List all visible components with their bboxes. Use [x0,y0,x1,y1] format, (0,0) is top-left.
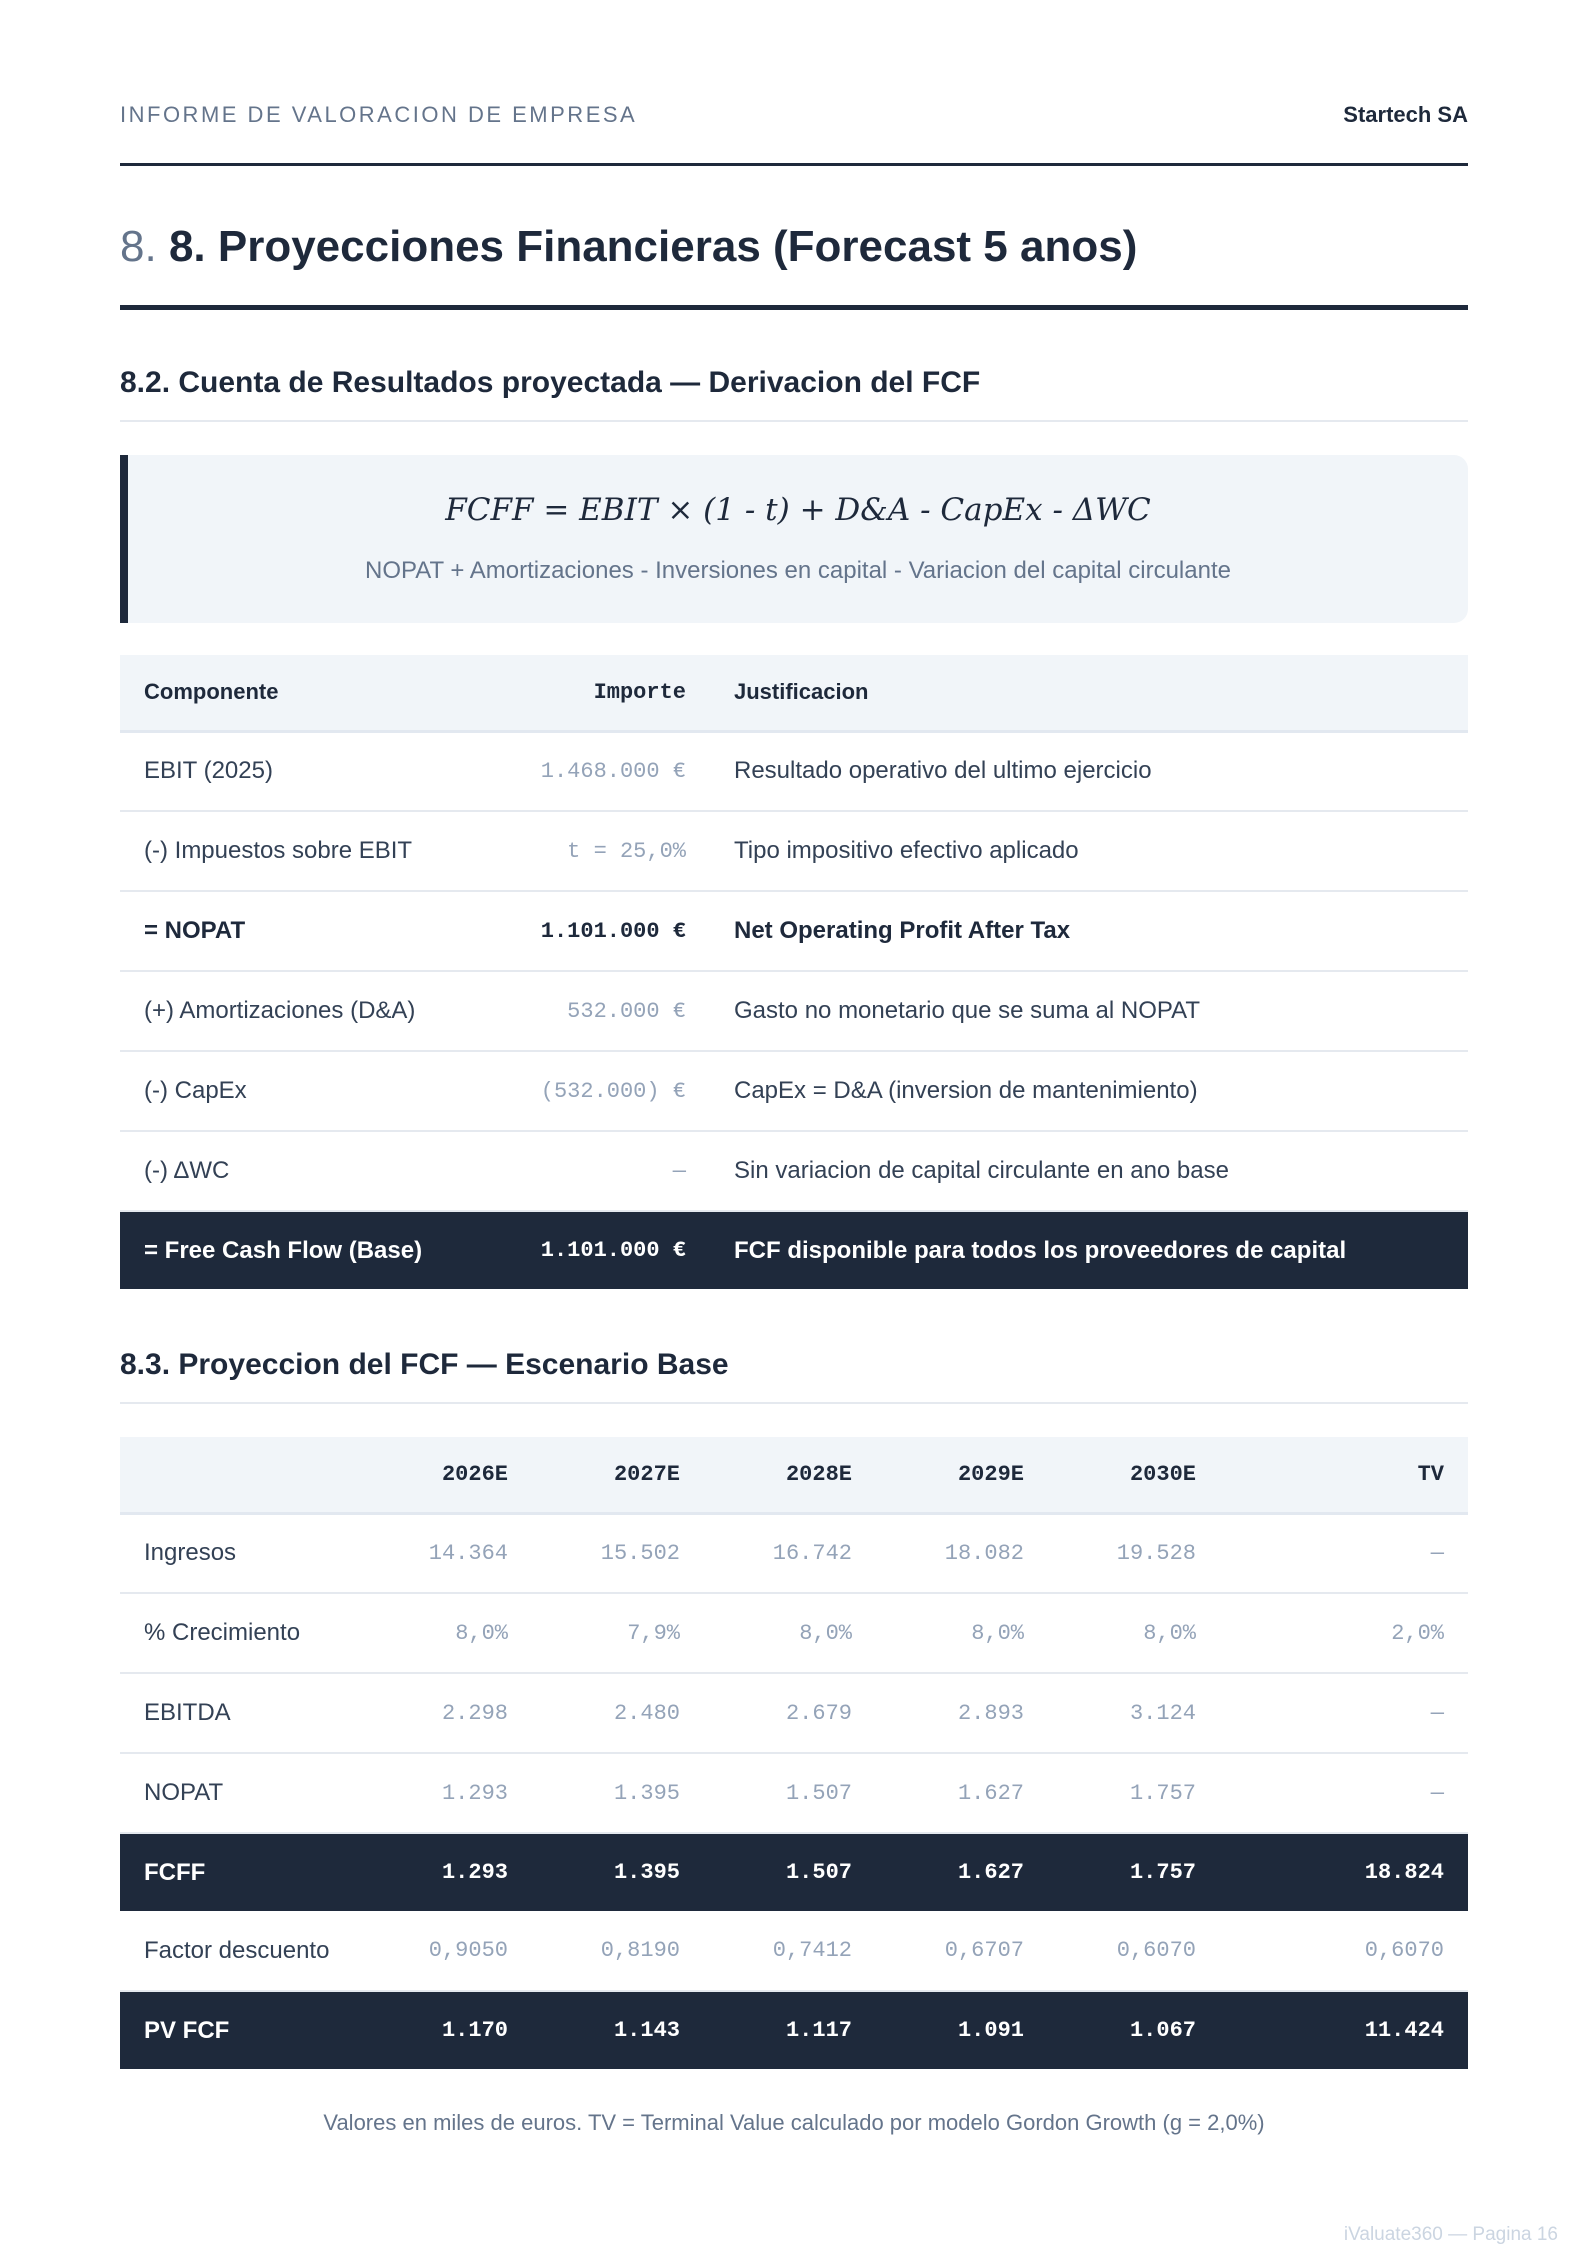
value-cell: 0,8190 [532,1911,704,1991]
value-cell: 16.742 [704,1513,876,1593]
table-row [120,731,1468,811]
amount-cell: 1.468.000 € [460,731,710,811]
column-header [120,1437,360,1513]
table-row [120,1911,1468,1991]
table-row [120,1211,1468,1289]
column-header: 2029E [876,1437,1048,1513]
subsection-rule [120,1402,1468,1404]
value-cell: 8,0% [704,1593,876,1673]
column-header: 2030E [1048,1437,1220,1513]
justification-cell: Resultado operativo del ultimo ejercicio [710,731,1468,811]
column-header: TV [1220,1437,1468,1513]
value-cell: 1.627 [876,1753,1048,1833]
value-cell: 19.528 [1048,1513,1220,1593]
table-row [120,811,1468,891]
value-cell: — [1220,1513,1468,1593]
amount-cell: 1.101.000 € [460,1211,710,1289]
table-row [120,1131,1468,1211]
formula-description: NOPAT + Amortizaciones - Inversiones en capital - Variacion del capital circulante [365,557,1231,584]
value-cell: 2.480 [532,1673,704,1753]
value-cell: 1.507 [704,1833,876,1911]
fcf-projection-table [120,1437,1468,2069]
section-rule [120,305,1468,310]
justification-cell: Tipo impositivo efectivo aplicado [710,811,1468,891]
justification-cell: Sin variacion de capital circulante en ano base [710,1131,1468,1211]
column-header: 2027E [532,1437,704,1513]
value-cell: 1.507 [704,1753,876,1833]
row-label: PV FCF [120,1991,360,2069]
fcf-derivation-table [120,655,1468,1289]
row-label: NOPAT [120,1753,360,1833]
row-label: Ingresos [120,1513,360,1593]
amount-cell: 532.000 € [460,971,710,1051]
value-cell: 1.143 [532,1991,704,2069]
value-cell: 11.424 [1220,1991,1468,2069]
value-cell: 14.364 [360,1513,532,1593]
table-row [120,1991,1468,2069]
component-cell: (-) Impuestos sobre EBIT [120,811,460,891]
value-cell: 18.082 [876,1513,1048,1593]
section-heading [120,222,1137,272]
table-row [120,1513,1468,1593]
value-cell: 1.091 [876,1991,1048,2069]
value-cell: 1.067 [1048,1991,1220,2069]
value-cell: 1.293 [360,1753,532,1833]
value-cell: 2.298 [360,1673,532,1753]
row-label: FCFF [120,1833,360,1911]
page-footer: iValuate360 — Pagina 16 [1343,2224,1558,2245]
value-cell: 1.293 [360,1833,532,1911]
amount-cell: 1.101.000 € [460,891,710,971]
value-cell: 1.395 [532,1753,704,1833]
section-number: 8. [120,222,157,271]
table-header-row [120,1437,1468,1513]
column-header: Importe [460,655,710,731]
subsection-heading-fcf-projection: 8.3. Proyeccion del FCF — Escenario Base [120,1348,729,1381]
justification-cell: FCF disponible para todos los proveedores de capital [710,1211,1468,1289]
value-cell: 1.757 [1048,1833,1220,1911]
value-cell: 0,6070 [1220,1911,1468,1991]
value-cell: 1.757 [1048,1753,1220,1833]
justification-cell: CapEx = D&A (inversion de mantenimiento) [710,1051,1468,1131]
value-cell: 0,9050 [360,1911,532,1991]
value-cell: 7,9% [532,1593,704,1673]
subsection-rule [120,420,1468,422]
value-cell: 8,0% [876,1593,1048,1673]
table-row [120,1593,1468,1673]
value-cell: — [1220,1673,1468,1753]
column-header: Justificacion [710,655,1468,731]
value-cell: 8,0% [1048,1593,1220,1673]
value-cell: 15.502 [532,1513,704,1593]
value-cell: — [1220,1753,1468,1833]
amount-cell: t = 25,0% [460,811,710,891]
table-row [120,1051,1468,1131]
value-cell: 1.117 [704,1991,876,2069]
table-row [120,1753,1468,1833]
amount-cell: — [460,1131,710,1211]
report-title: INFORME DE VALORACION DE EMPRESA [120,102,638,127]
subsection-heading-fcf-derivation: 8.2. Cuenta de Resultados proyectada — Derivacion del FCF [120,366,981,399]
header-rule [120,163,1468,166]
value-cell: 8,0% [360,1593,532,1673]
running-header [120,100,1468,130]
table-footnote: Valores en miles de euros. TV = Terminal Value calculado por modelo Gordon Growth (g = 2,0%) [323,2110,1265,2135]
table-row [120,1673,1468,1753]
value-cell: 0,6707 [876,1911,1048,1991]
value-cell: 2.893 [876,1673,1048,1753]
formula-box [120,455,1468,623]
value-cell: 1.627 [876,1833,1048,1911]
component-cell: (+) Amortizaciones (D&A) [120,971,460,1051]
value-cell: 1.395 [532,1833,704,1911]
value-cell: 2.679 [704,1673,876,1753]
row-label: % Crecimiento [120,1593,360,1673]
justification-cell: Gasto no monetario que se suma al NOPAT [710,971,1468,1051]
value-cell: 0,6070 [1048,1911,1220,1991]
table-row [120,971,1468,1051]
value-cell: 3.124 [1048,1673,1220,1753]
column-header: Componente [120,655,460,731]
component-cell: = NOPAT [120,891,460,971]
column-header: 2026E [360,1437,532,1513]
table-row [120,1833,1468,1911]
component-cell: (-) CapEx [120,1051,460,1131]
component-cell: = Free Cash Flow (Base) [120,1211,460,1289]
fcff-formula: FCFF = EBIT × (1 - t) + D&A - CapEx - ΔWC [445,492,1151,528]
table-row [120,891,1468,971]
value-cell: 1.170 [360,1991,532,2069]
component-cell: EBIT (2025) [120,731,460,811]
section-title: 8. Proyecciones Financieras (Forecast 5 anos) [168,222,1138,271]
component-cell: (-) ΔWC [120,1131,460,1211]
company-name: Startech SA [1343,102,1468,127]
justification-cell: Net Operating Profit After Tax [710,891,1468,971]
value-cell: 18.824 [1220,1833,1468,1911]
row-label: Factor descuento [120,1911,360,1991]
value-cell: 0,7412 [704,1911,876,1991]
column-header: 2028E [704,1437,876,1513]
row-label: EBITDA [120,1673,360,1753]
value-cell: 2,0% [1220,1593,1468,1673]
table-header-row [120,655,1468,731]
amount-cell: (532.000) € [460,1051,710,1131]
